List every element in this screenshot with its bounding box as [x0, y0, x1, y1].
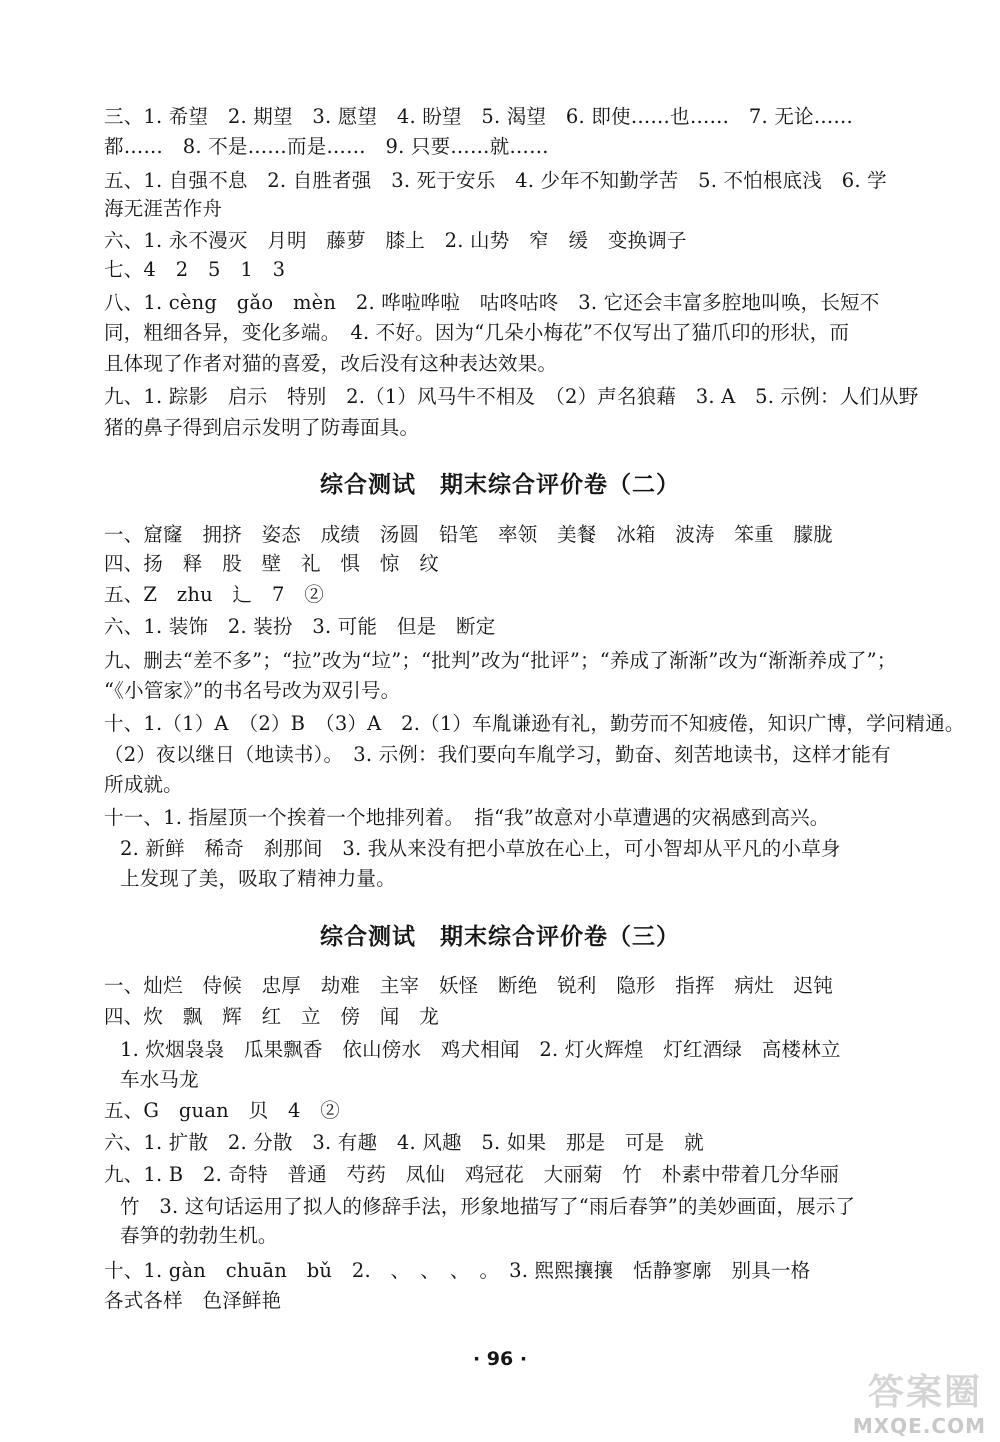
answer-line: 六、1. 扩散 2. 分散 3. 有趣 4. 风趣 5. 如果 那是 可是 就 [104, 1131, 704, 1154]
answer-line: 所成就。 [104, 773, 183, 796]
answer-line: 四、扬 释 股 壁 礼 惧 惊 纹 [104, 552, 439, 575]
watermark-logo [811, 1360, 986, 1438]
page-number: · 96 · [472, 1348, 528, 1370]
answer-line: 五、Z zhu 辶 7 ② [104, 583, 324, 606]
answer-line: 上发现了美，吸取了精神力量。 [120, 867, 396, 890]
answer-line: 三、1. 希望 2. 期望 3. 愿望 4. 盼望 5. 渴望 6. 即使……也…… 7. 无论…… [104, 105, 854, 128]
answer-line: 八、1. cèng gǎo mèn 2. 哗啦哗啦 咕咚咕咚 3. 它还会丰富多腔地叫唤，长短不 [104, 291, 880, 314]
answer-line: 各式各样 色泽鲜艳 [104, 1289, 282, 1312]
answer-line: 四、炊 飘 辉 红 立 傍 闻 龙 [104, 1005, 439, 1028]
answer-line: 竹 3. 这句话运用了拟人的修辞手法，形象地描写了“雨后春笋”的美妙画面，展示了 [120, 1195, 856, 1218]
section-heading-2: 综合测试 期末综合评价卷（二） [320, 472, 680, 498]
answer-line: 都…… 8. 不是……而是…… 9. 只要……就…… [104, 135, 549, 158]
answer-line: 2. 新鲜 稀奇 刹那间 3. 我从来没有把小草放在心上，可小智却从平凡的小草身 [120, 837, 841, 860]
answer-line: （2）夜以继日（地读书）。 3. 示例：我们要向车胤学习，勤奋、刻苦地读书，这样才能有 [104, 743, 891, 766]
answer-line: 九、1. B 2. 奇特 普通 芍药 凤仙 鸡冠花 大丽菊 竹 朴素中带着几分华丽 [104, 1163, 840, 1186]
answer-line: 七、4 2 5 1 3 [104, 258, 286, 281]
answer-line: 十一、1. 指屋顶一个挨着一个地排列着。 指“我”故意对小草遭遇的灾祸感到高兴。 [104, 806, 830, 829]
answer-line: 一、窟窿 拥挤 姿态 成绩 汤圆 铅笔 率领 美餐 冰箱 波涛 笨重 朦胧 [104, 523, 833, 546]
answer-line: 五、1. 自强不息 2. 自胜者强 3. 死于安乐 4. 少年不知勤学苦 5. 不怕根底浅 6. 学 [104, 169, 887, 192]
answer-line: 五、G guan 贝 4 ② [104, 1099, 341, 1122]
answer-line: 九、删去“差不多”；“拉”改为“垃”；“批判”改为“批评”；“养成了渐渐”改为“渐渐养成了”； [104, 649, 897, 672]
answer-line: 十、1. gàn chuān bǔ 2. 、 、 、 。 3. 熙熙攘攘 恬静寥廓 别具一格 [104, 1259, 811, 1282]
answer-line: 且体现了作者对猫的喜爱，改后没有这种表达效果。 [104, 352, 558, 375]
watermark-logo-text: 答案圈 [867, 1372, 982, 1413]
answer-line: 同，粗细各异，变化多端。 4. 不好。因为“几朵小梅花”不仅写出了猫爪印的形状，而 [104, 321, 850, 344]
answer-line: 十、1.（1）A （2）B （3）A 2.（1）车胤谦逊有礼，勤劳而不知疲倦，知识广博，学问精通。 [104, 712, 965, 735]
answer-line: 六、1. 装饰 2. 装扮 3. 可能 但是 断定 [104, 615, 496, 638]
answer-line: 一、灿烂 侍候 忠厚 劫难 主宰 妖怪 断绝 锐利 隐形 指挥 病灶 迟钝 [104, 974, 833, 997]
answer-line: 1. 炊烟袅袅 瓜果飘香 依山傍水 鸡犬相闻 2. 灯火辉煌 灯红酒绿 高楼林立 [120, 1038, 841, 1061]
answer-line: “《小管家》”的书名号改为双引号。 [104, 679, 401, 702]
answer-line: 车水马龙 [120, 1068, 199, 1091]
answer-line: 猪的鼻子得到启示发明了防毒面具。 [104, 416, 420, 439]
answer-line: 春笋的勃勃生机。 [120, 1224, 278, 1247]
watermark-site-text: MXQE.COM [852, 1414, 986, 1438]
answer-line: 九、1. 踪影 启示 特别 2.（1）风马牛不相及 （2）声名狼藉 3. A 5. 示例：人们从野 [104, 385, 919, 408]
section-heading-3: 综合测试 期末综合评价卷（三） [320, 924, 680, 950]
answer-line: 海无涯苦作舟 [104, 197, 223, 220]
answer-line: 六、1. 永不漫灭 月明 藤萝 膝上 2. 山势 窄 缓 变换调子 [104, 229, 687, 252]
